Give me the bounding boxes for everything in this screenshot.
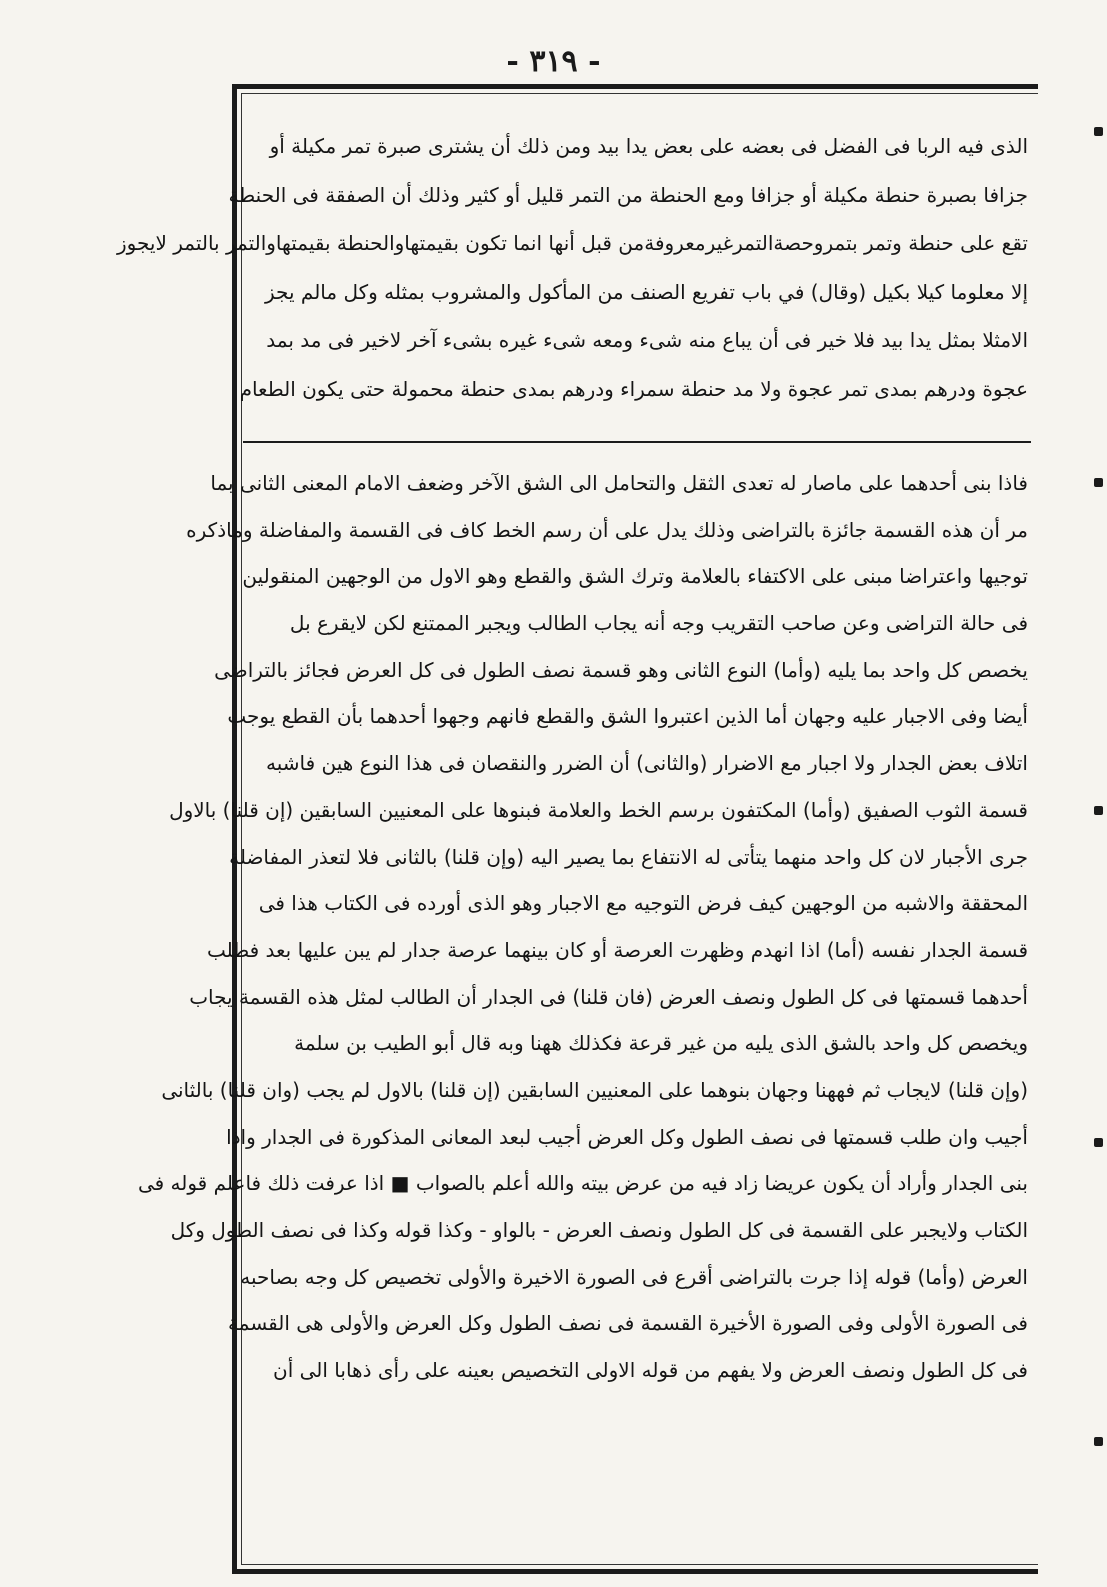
margin-mark-icon — [1094, 127, 1103, 136]
commentary-text-line: اتلاف بعض الجدار ولا اجبار مع الاضرار (والثانى) أن الضرر والنقصان فى هذا النوع هين فاشبه — [265, 751, 1028, 776]
main-text-line: عجوة ودرهم بمدى تمر عجوة ولا مد حنطة سمراء ودرهم بمدى حنطة محمولة حتى يكون الطعام — [239, 376, 1028, 401]
commentary-text-line: (وإن قلنا) لايجاب ثم فههنا وجهان بنوهما على المعنيين السابقين (إن قلنا) بالاول لم يجب (وان قلنا) بالثانى — [161, 1077, 1028, 1102]
commentary-text-line: فى كل الطول ونصف العرض ولا يفهم من قوله الاولى التخصيص بعينه على رأى ذهابا الى أن — [273, 1358, 1028, 1383]
margin-mark-icon — [1094, 806, 1103, 815]
margin-mark-icon — [1094, 1138, 1103, 1147]
commentary-text-line: توجيها واعتراضا مبنى على الاكتفاء بالعلامة وترك الشق والقطع وهو الاول من الوجهين المنقولين — [242, 564, 1028, 589]
page-number: - ٣١٩ - — [506, 44, 601, 79]
margin-mark-icon — [1094, 1437, 1103, 1446]
main-text-line: جزافا بصبرة حنطة مكيلة أو جزافا ومع الحنطة من التمر قليل أو كثير وذلك أن الصفقة فى الحنطة — [228, 182, 1028, 207]
commentary-text-line: قسمة الثوب الصفيق (وأما) المكتفون برسم الخط والعلامة فبنوها على المعنيين السابقين (إن قلنا) بالاول — [169, 797, 1028, 822]
commentary-text-line: أحدهما قسمتها فى كل الطول ونصف العرض (فان قلنا) فى الجدار أن الطالب لمثل هذه القسمة يجاب — [189, 984, 1028, 1009]
main-text-line: إلا معلوما كيلا بكيل (وقال) في باب تفريع الصنف من المأكول والمشروب بمثله وكل مالم يجز — [265, 279, 1028, 304]
commentary-text-line: قسمة الجدار نفسه (أما) اذا انهدم وظهرت العرصة أو كان بينهما عرصة جدار لم يبن عليها بعد فطلب — [206, 937, 1028, 962]
main-text — [117, 122, 1028, 413]
margin-mark-icon — [1094, 478, 1103, 487]
commentary-text-line: المحققة والاشبه من الوجهين كيف فرض التوجيه مع الاجبار وهو الذى أورده فى الكتاب هذا فى — [258, 891, 1028, 916]
commentary-text-line: بنى الجدار وأراد أن يكون عريضا زاد فيه من عرض بيته والله أعلم بالصواب ■ اذا عرفت ذلك فاعلم قوله فى — [137, 1171, 1028, 1196]
commentary-text-line: جرى الأجبار لان كل واحد منهما يتأتى له الانتفاع بما يصير اليه (وإن قلنا) بالثانى فلا لتعذر المفاضلة — [229, 844, 1028, 869]
commentary-text-line: فاذا بنى أحدهما على ماصار له تعدى الثقل والتحامل الى الشق الآخر وضعف الامام المعنى الثانى بما — [210, 471, 1028, 495]
commentary-text-line: ويخصص كل واحد بالشق الذى يليه من غير قرعة فكذلك ههنا وبه قال أبو الطيب بن سلمة — [294, 1031, 1028, 1056]
commentary-text-line: الكتاب ولايجبر على القسمة فى كل الطول ونصف العرض - بالواو - وكذا قوله وكذا فى نصف الطول وكل — [170, 1218, 1028, 1242]
commentary-text-line: أيضا وفى الاجبار عليه وجهان أما الذين اعتبروا الشق والقطع فانهم وجهوا أحدهما بأن القطع يوجب — [227, 704, 1028, 729]
commentary-text — [137, 460, 1028, 1394]
commentary-text-line: مر أن هذه القسمة جائزة بالتراضى وذلك يدل على أن رسم الخط كاف فى القسمة والمفاضلة وماذكره — [186, 517, 1028, 542]
commentary-text-line: فى حالة التراضى وعن صاحب التقريب وجه أنه يجاب الطالب ويجبر الممتنع لكن لايقرع بل — [289, 611, 1028, 636]
main-text-line: تقع على حنطة وتمر بتمروحصةالتمرغيرمعروفةمن قبل أنها انما تكون بقيمتهاوالحنطة بقيمتهاوالتمر بالتمر لايجوز — [117, 231, 1028, 255]
main-text-line: الامثلا بمثل يدا بيد فلا خير فى أن يباع منه شىء ومعه شىء غيره بشىء آخر لاخير فى مد بمد — [266, 328, 1028, 352]
commentary-text-line: أجيب وان طلب قسمتها فى نصف الطول وكل العرض أجيب لبعد المعانى المذكورة فى الجدار واذا — [226, 1124, 1028, 1149]
section-divider — [243, 441, 1031, 443]
main-text-line: الذى فيه الربا فى الفضل فى بعضه على بعض يدا بيد ومن ذلك أن يشترى صبرة تمر مكيلة أو — [269, 134, 1028, 158]
commentary-text-line: العرض (وأما) قوله إذا جرت بالتراضى أقرع فى الصورة الاخيرة والأولى تخصيص كل وجه بصاحبه — [240, 1264, 1028, 1289]
commentary-text-line: فى الصورة الأولى وفى الصورة الأخيرة القسمة فى نصف الطول وكل العرض والأولى هى القسمة — [228, 1311, 1028, 1336]
commentary-text-line: يخصص كل واحد بما يليه (وأما) النوع الثانى وهو قسمة نصف الطول فى كل العرض فجائز بالتراضى — [214, 657, 1028, 682]
